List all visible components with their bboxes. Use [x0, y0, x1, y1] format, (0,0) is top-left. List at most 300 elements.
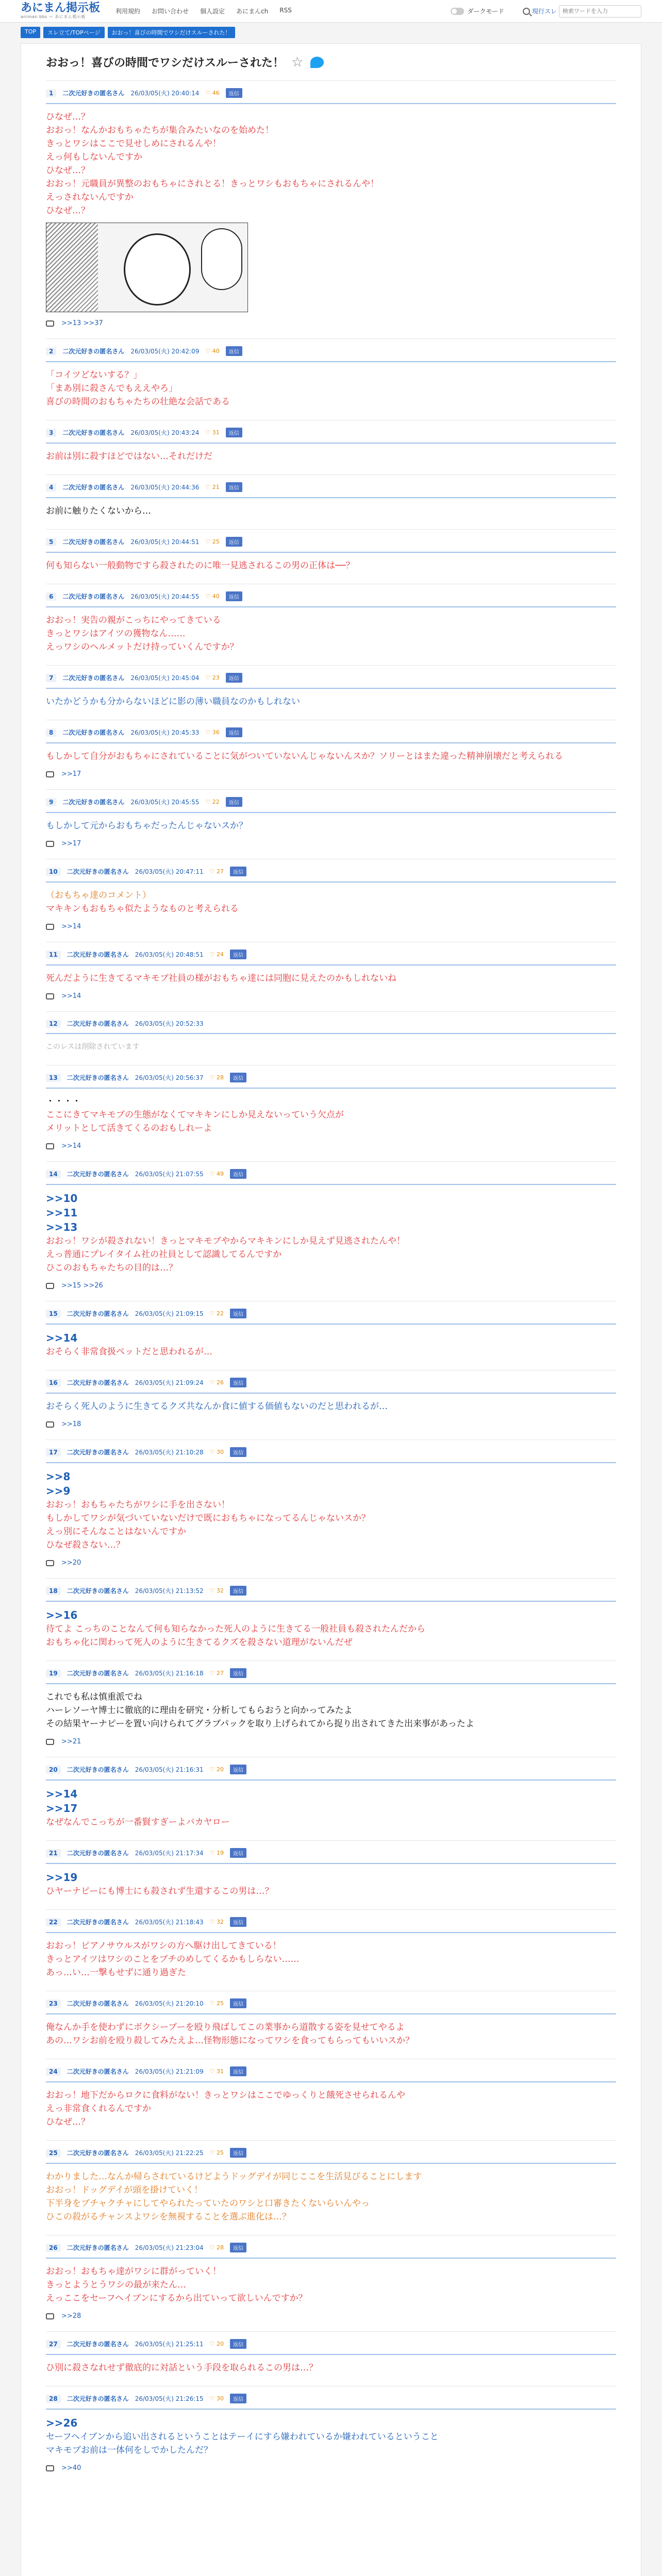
post-number[interactable]: 19 [46, 1669, 61, 1677]
post-body [46, 2021, 616, 2047]
post-date: 26/03/05(火) 21:09:24 [135, 1379, 204, 1386]
post-body [46, 614, 616, 654]
reply-links[interactable]: >>40 [61, 2464, 81, 2472]
reply-icon[interactable] [46, 1560, 54, 1566]
search-input[interactable] [559, 5, 641, 18]
reply-icon[interactable] [46, 924, 54, 930]
nav-rss[interactable]: RSS [279, 7, 292, 14]
post-number[interactable]: 13 [46, 1074, 61, 1082]
manga-shading [46, 223, 98, 312]
post-author: 二次元好きの匿名さん [67, 1850, 129, 1857]
like-count[interactable]: ♡ 36 [205, 729, 220, 736]
post-number[interactable]: 26 [46, 2244, 61, 2252]
reply-icon[interactable] [46, 1283, 54, 1289]
post-number[interactable]: 8 [46, 728, 56, 737]
post-footer [46, 1559, 616, 1567]
post-date: 26/03/05(火) 21:17:34 [135, 1850, 204, 1857]
post-date: 26/03/05(火) 21:16:31 [135, 1766, 204, 1773]
like-count[interactable]: ♡ 26 [209, 1379, 224, 1386]
post-divider [46, 2081, 616, 2082]
post-divider [46, 1088, 616, 1089]
post [46, 720, 616, 778]
post-number[interactable]: 5 [46, 538, 56, 546]
post-header [46, 537, 616, 547]
post-body [46, 1400, 616, 1413]
post-date: 26/03/05(火) 20:43:24 [130, 429, 200, 436]
post [46, 1161, 616, 1290]
post-line: おおっ！なんかおもちゃたちが集合みたいなのを始めた！ [46, 125, 274, 135]
post-line: おそらく非常食扱ペットだと思われるが… [46, 1347, 212, 1357]
post-number[interactable]: 22 [46, 1918, 61, 1926]
reply-button[interactable]: 返信 [230, 2339, 246, 2349]
post-header [46, 867, 616, 876]
post-line: （おもちゃ達のコメント） [46, 890, 151, 901]
post-line: このレスは削除されています [46, 1043, 140, 1051]
post-line: きっとアイツはワシのことをブチのめしてくるかもしらない…… [46, 1954, 300, 1964]
reply-button[interactable]: 返信 [230, 1917, 246, 1927]
post-author: 二次元好きの匿名さん [62, 674, 125, 682]
post-footer [46, 1142, 616, 1150]
post-divider [46, 1184, 616, 1185]
post-header [46, 1765, 616, 1774]
post-line: えっワシのヘルメットだけ持っていくんですか？ [46, 642, 239, 652]
post-date: 26/03/05(火) 20:45:04 [130, 674, 200, 682]
post-divider [46, 1033, 616, 1034]
reply-anchor-link[interactable]: >>26 [46, 2417, 78, 2429]
like-count[interactable]: ♡ 40 [205, 593, 220, 600]
reply-icon[interactable] [46, 841, 54, 847]
reply-button[interactable]: 返信 [230, 1378, 246, 1387]
post-author: 二次元好きの匿名さん [62, 429, 125, 436]
post-line: メリットとして活きてくるのおもしれーよ [46, 1123, 212, 1133]
reply-button[interactable]: 返信 [226, 797, 242, 807]
reply-button[interactable]: 返信 [226, 537, 242, 547]
like-count[interactable]: ♡ 25 [205, 538, 220, 545]
post-line: 死んだように生きてるマキモブ社員の様がおもちゃ達には同胞に見えたのかもしれないね [46, 973, 396, 984]
reply-icon[interactable] [46, 1739, 54, 1745]
post-header [46, 2339, 616, 2349]
post [46, 584, 616, 654]
post-footer [46, 992, 616, 1000]
post [46, 1757, 616, 1829]
reply-links[interactable]: >>17 [61, 770, 81, 778]
post-line: ・・・・ [46, 1096, 81, 1107]
like-count[interactable]: ♡ 27 [209, 1670, 224, 1676]
reply-links[interactable]: >>13 >>37 [61, 319, 103, 327]
post-line: 喜びの時間のおもちゃたちの壮絶な会話である [46, 397, 230, 407]
post-date: 26/03/05(火) 20:44:55 [130, 593, 200, 600]
reply-links[interactable]: >>14 [61, 992, 81, 1000]
reply-links[interactable]: >>18 [61, 1420, 81, 1428]
reply-button[interactable]: 返信 [230, 1765, 246, 1774]
post-divider [46, 2409, 616, 2410]
post-line: えっ何もしないんですか [46, 152, 142, 162]
post-body [46, 1469, 616, 1552]
post-author: 二次元好きの匿名さん [62, 729, 125, 736]
post-line: もしかしてワシが気づいていないだけで既におもちゃになってるんじゃないスか？ [46, 1513, 370, 1523]
nav-settings[interactable]: 個人設定 [200, 8, 225, 15]
reply-button[interactable]: 返信 [226, 482, 242, 492]
reply-button[interactable]: 返信 [226, 88, 242, 98]
post [46, 1011, 616, 1054]
post [46, 1439, 616, 1567]
post [46, 789, 616, 848]
breadcrumb [0, 23, 662, 38]
post-author: 二次元好きの匿名さん [67, 2068, 129, 2075]
post-number[interactable]: 1 [46, 89, 56, 97]
post-divider [46, 1393, 616, 1394]
post-footer [46, 2312, 616, 2320]
post-header [46, 1309, 616, 1318]
site-logo[interactable] [21, 3, 100, 20]
reply-button[interactable]: 返信 [230, 1447, 246, 1457]
search-icon[interactable] [523, 8, 530, 15]
reply-button[interactable]: 返信 [230, 2394, 246, 2403]
post-author: 二次元好きの匿名さん [67, 1670, 129, 1677]
reply-links[interactable]: >>21 [61, 1738, 81, 1745]
post-body [46, 2361, 616, 2375]
like-count[interactable]: ♡ 25 [209, 2149, 224, 2156]
reply-button[interactable]: 返信 [226, 428, 242, 437]
post-footer [46, 923, 616, 930]
post-number[interactable]: 21 [46, 1849, 61, 1857]
post-number[interactable]: 4 [46, 483, 56, 492]
post-author: 二次元好きの匿名さん [67, 2149, 129, 2157]
post-divider [46, 688, 616, 689]
post-body [46, 1331, 616, 1359]
post-date: 26/03/05(火) 20:45:33 [130, 729, 200, 736]
post-line: おおっ！実告の親がこっちにやってきている [46, 615, 221, 625]
like-count[interactable]: ♡ 23 [205, 674, 220, 681]
post [46, 942, 616, 1000]
post-divider [46, 1683, 616, 1684]
post-author: 二次元好きの匿名さん [67, 1020, 129, 1027]
reply-button[interactable]: 返信 [230, 867, 246, 876]
post [46, 1065, 616, 1150]
post-line: えっ普通にプレイタイム社の社員として認識してるんですか [46, 1249, 282, 1260]
post-number[interactable]: 11 [46, 951, 61, 959]
like-count[interactable]: ♡ 27 [209, 868, 224, 875]
reply-icon[interactable] [46, 1143, 54, 1149]
post-line: おおっ！ワシが殺されない！きっとマキモブやからマキキンにしか見えず見逃されたんや！ [46, 1236, 405, 1246]
post-author: 二次元好きの匿名さん [67, 1379, 129, 1386]
post-author: 二次元好きの匿名さん [67, 2341, 129, 2348]
post [46, 338, 616, 409]
like-count[interactable]: ♡ 21 [205, 484, 220, 490]
post-number[interactable]: 14 [46, 1170, 61, 1178]
post [46, 420, 616, 463]
post-number[interactable]: 15 [46, 1310, 61, 1318]
page-title: おおっ！喜びの時間でワシだけスルーされた！ [46, 57, 285, 70]
post-number[interactable]: 27 [46, 2340, 61, 2348]
post-body [46, 1608, 616, 1649]
post-line: きっとようとうワシの最が来たん… [46, 2280, 186, 2290]
post-line: ハーレソーヤ博士に徹底的に理由を研究・分析してもらおうと向かってみたよ [46, 1705, 353, 1716]
twitter-share-icon[interactable] [310, 57, 324, 68]
like-count[interactable]: ♡ 31 [209, 2068, 224, 2075]
reply-links[interactable]: >>20 [61, 1559, 81, 1567]
search-scope-select[interactable]: 現行スレ [532, 8, 557, 15]
reply-icon[interactable] [46, 2313, 54, 2319]
reply-links[interactable]: >>15 >>26 [61, 1282, 103, 1290]
like-count[interactable]: ♡ 22 [209, 1310, 224, 1317]
post-line: えっ非常食くれるんですか [46, 2104, 151, 2114]
post-line: ひなぜ…？ [46, 206, 90, 216]
post-date: 26/03/05(火) 21:13:52 [135, 1587, 204, 1595]
post-header [46, 1378, 616, 1387]
post-author: 二次元好きの匿名さん [62, 593, 125, 600]
reply-button[interactable]: 返信 [230, 2066, 246, 2076]
post-divider [46, 2354, 616, 2355]
post-footer [46, 1420, 616, 1428]
post-list [46, 80, 616, 2472]
header-nav [115, 7, 445, 15]
post-header [46, 1848, 616, 1858]
post-date: 26/03/05(火) 21:22:25 [135, 2149, 204, 2157]
post [46, 2140, 616, 2224]
post-body [46, 2416, 616, 2457]
post-body [46, 2170, 616, 2224]
post-footer [46, 770, 616, 778]
post-header [46, 2243, 616, 2252]
like-count[interactable]: ♡ 32 [209, 1919, 224, 1925]
post [46, 1301, 616, 1359]
like-count[interactable]: ♡ 30 [209, 1449, 224, 1455]
reply-icon[interactable] [46, 771, 54, 777]
reply-anchor-link[interactable]: >>19 [46, 1871, 78, 1884]
like-count[interactable]: ♡ 49 [209, 1171, 224, 1177]
like-count[interactable]: ♡ 31 [205, 429, 220, 436]
post-header [46, 1998, 616, 2008]
post-number[interactable]: 20 [46, 1766, 61, 1774]
like-count[interactable]: ♡ 28 [209, 2244, 224, 2251]
reply-button[interactable]: 返信 [230, 2148, 246, 2158]
post-footer [46, 1282, 616, 1290]
reply-icon[interactable] [46, 320, 54, 327]
post-number[interactable]: 7 [46, 674, 56, 682]
post-number[interactable]: 3 [46, 429, 56, 437]
post-body [46, 1040, 616, 1054]
reply-button[interactable]: 返信 [230, 1848, 246, 1858]
like-count[interactable]: ♡ 32 [209, 1587, 224, 1594]
post [46, 1370, 616, 1428]
post-header [46, 1073, 616, 1082]
post-date: 26/03/05(火) 21:25:11 [135, 2341, 204, 2348]
post [46, 665, 616, 708]
post-author: 二次元好きの匿名さん [67, 1074, 129, 1081]
reply-anchor-link[interactable]: >>8 [46, 1470, 71, 1483]
post [46, 2059, 616, 2129]
nav-terms[interactable]: 利用規約 [115, 8, 141, 15]
post [46, 474, 616, 518]
reply-anchor-link[interactable]: >>9 [46, 1485, 71, 1497]
toggle-switch-icon[interactable] [451, 8, 464, 15]
post-number[interactable]: 18 [46, 1587, 61, 1595]
reply-button[interactable]: 返信 [230, 950, 246, 959]
dark-mode-toggle[interactable] [451, 7, 504, 15]
nav-animanch[interactable]: あにまんch [236, 8, 269, 15]
post-date: 26/03/05(火) 21:10:28 [135, 1449, 204, 1456]
post-number[interactable]: 9 [46, 798, 56, 806]
reply-links[interactable]: >>14 [61, 923, 81, 930]
post-number[interactable]: 2 [46, 347, 56, 355]
post-divider [46, 812, 616, 813]
reply-links[interactable]: >>14 [61, 1142, 81, 1150]
post-line: きっとワシはアイツの獲物なん…… [46, 629, 186, 639]
post-number[interactable]: 23 [46, 1999, 61, 2008]
site-header [0, 0, 662, 23]
logo-subtext: animan bbs — あにまん掲示板 [21, 14, 86, 19]
post-line: ひこのおもちゃたちの目的は…？ [46, 1263, 177, 1273]
reply-anchor-link[interactable]: >>10 [46, 1192, 78, 1205]
post-number[interactable]: 28 [46, 2395, 61, 2403]
post-divider [46, 103, 616, 104]
post-line: もしかして元からおもちゃだったんじゃないスか？ [46, 821, 247, 831]
post [46, 1909, 616, 1979]
post-number[interactable]: 25 [46, 2149, 61, 2157]
manga-face [124, 233, 191, 306]
post-header [46, 1169, 616, 1179]
reply-button[interactable]: 返信 [230, 1998, 246, 2008]
post-date: 26/03/05(火) 20:56:37 [135, 1074, 204, 1081]
post-line: マキモブお前は一体何をしでかしたんだ？ [46, 2445, 212, 2455]
post-header [46, 591, 616, 601]
post-line: マキキンもおもちゃ似たようなものと考えられる [46, 904, 239, 914]
thread-title-row [46, 54, 616, 70]
breadcrumb-thread[interactable]: おおっ！喜びの時間でワシだけスルーされた！ [108, 27, 235, 38]
like-count[interactable]: ♡ 46 [205, 90, 220, 96]
nav-contact[interactable]: お問い合わせ [152, 8, 189, 15]
post-header [46, 482, 616, 492]
reply-button[interactable]: 返信 [230, 1073, 246, 1082]
post-number[interactable]: 24 [46, 2067, 61, 2076]
post [46, 2331, 616, 2375]
reply-button[interactable]: 返信 [226, 346, 242, 356]
reply-button[interactable]: 返信 [230, 1586, 246, 1596]
post-divider [46, 1932, 616, 1933]
reply-anchor-link[interactable]: >>16 [46, 1609, 78, 1621]
post-line: 待てよ こっちのことなんて何も知らなかった死人のように生きてる一般社員も殺されたんだから [46, 1624, 426, 1634]
reply-button[interactable]: 返信 [226, 727, 242, 737]
post-body [46, 972, 616, 985]
post-footer [46, 319, 616, 327]
post-body [46, 1095, 616, 1135]
logo-text[interactable]: あにまん掲示板 [21, 2, 101, 14]
post-divider [46, 606, 616, 607]
reply-button[interactable]: 返信 [230, 1668, 246, 1678]
post-author: 二次元好きの匿名さん [62, 538, 125, 546]
like-count[interactable]: ♡ 30 [209, 2395, 224, 2402]
post-date: 26/03/05(火) 20:47:11 [135, 868, 204, 875]
post-author: 二次元好きの匿名さん [67, 1766, 129, 1773]
post-date: 26/03/05(火) 21:26:15 [135, 2395, 204, 2402]
post-line: おおっ！元職員が異整のおもちゃにされとる！きっとワシもおもちゃにされるんや！ [46, 179, 379, 189]
post-line: ここにきてマキモブの生態がなくてマキキンにしか見えないっていう欠点が [46, 1110, 344, 1120]
like-count[interactable]: ♡ 25 [209, 2000, 224, 2007]
post [46, 1840, 616, 1898]
post-body [46, 1191, 616, 1275]
post-date: 26/03/05(火) 21:20:10 [135, 2000, 204, 2007]
reply-button[interactable]: 返信 [230, 2243, 246, 2252]
like-count[interactable]: ♡ 40 [205, 348, 220, 354]
reply-icon[interactable] [46, 2465, 54, 2471]
post-divider [46, 497, 616, 498]
post-line: ひ別に殺さなれせず徹底的に対話という手段を取られるこの男は…？ [46, 2363, 318, 2373]
manga-panel-image[interactable] [46, 223, 248, 312]
post-header [46, 2066, 616, 2076]
like-count[interactable]: ♡ 20 [209, 1766, 224, 1773]
post-body [46, 2265, 616, 2305]
like-count[interactable]: ♡ 20 [209, 2341, 224, 2347]
post-line: あの…ワシお前を殴り殺してみたえよ…怪物形態になってワシを食ってもらってもいいスか？ [46, 2036, 414, 2046]
breadcrumb-top[interactable]: TOP [21, 27, 40, 38]
like-count[interactable]: ♡ 22 [205, 799, 220, 805]
search-bar [523, 5, 641, 18]
post-date: 26/03/05(火) 21:18:43 [135, 1919, 204, 1926]
post-divider [46, 361, 616, 362]
post-divider [46, 1324, 616, 1325]
reply-button[interactable]: 返信 [230, 1309, 246, 1318]
post-author: 二次元好きの匿名さん [67, 1449, 129, 1456]
post-author: 二次元好きの匿名さん [67, 2000, 129, 2007]
post-number[interactable]: 17 [46, 1448, 61, 1456]
reply-anchor-link[interactable]: >>17 [46, 1802, 78, 1815]
like-count[interactable]: ♡ 19 [209, 1850, 224, 1856]
post-body [46, 504, 616, 518]
reply-button[interactable]: 返信 [230, 1169, 246, 1179]
post-line: 何も知らない一般動物ですら殺されたのに唯一見逃されるこの男の正体は──？ [46, 561, 355, 571]
post-body [46, 559, 616, 572]
post-line: おそらく死人のように生きてるクズ共なんか食に値する価値もないのだと思われるが… [46, 1401, 388, 1412]
post-line: おおっ！ピアノサウルスがワシの方へ駆け出してきている！ [46, 1941, 282, 1951]
post [46, 1578, 616, 1649]
dark-mode-label: ダークモード [467, 8, 504, 15]
reply-icon[interactable] [46, 1421, 54, 1428]
post-header [46, 1447, 616, 1457]
post-number[interactable]: 16 [46, 1379, 61, 1387]
post-number[interactable]: 12 [46, 1020, 61, 1028]
post-author: 二次元好きの匿名さん [62, 799, 125, 806]
post-line: これでも私は慎重派でね [46, 1692, 142, 1702]
post-line: ひなぜ…？ [46, 165, 90, 176]
post-date: 26/03/05(火) 20:40:14 [130, 90, 200, 97]
post-body [46, 695, 616, 708]
favorite-star-icon[interactable]: ☆ [291, 54, 304, 70]
post-line: ひヤーナピーにも博士にも殺されず生還するこの男は…？ [46, 1886, 274, 1896]
post-line: いたかどうかも分からないほどに影の薄い職員なのかもしれない [46, 697, 300, 707]
reply-anchor-link[interactable]: >>14 [46, 1332, 78, 1344]
reply-button[interactable]: 返信 [226, 591, 242, 601]
post-header [46, 1019, 616, 1028]
post-divider [46, 1780, 616, 1781]
reply-anchor-link[interactable]: >>13 [46, 1221, 78, 1233]
like-count[interactable]: ♡ 24 [209, 951, 224, 958]
breadcrumb-board[interactable]: スレ立て/TOPページ [43, 27, 105, 38]
reply-anchor-link[interactable]: >>14 [46, 1788, 78, 1800]
post-number[interactable]: 6 [46, 592, 56, 601]
post-number[interactable]: 10 [46, 868, 61, 876]
like-count[interactable]: ♡ 28 [209, 1074, 224, 1081]
post-line: お前に触りたくないから… [46, 506, 151, 516]
reply-links[interactable]: >>17 [61, 840, 81, 848]
reply-anchor-link[interactable]: >>11 [46, 1207, 78, 1219]
post-header [46, 2148, 616, 2158]
post-date: 26/03/05(火) 20:45:55 [130, 799, 200, 806]
reply-button[interactable]: 返信 [226, 673, 242, 683]
reply-links[interactable]: >>28 [61, 2312, 81, 2320]
reply-icon[interactable] [46, 993, 54, 999]
post-date: 26/03/05(火) 21:21:09 [135, 2068, 204, 2075]
